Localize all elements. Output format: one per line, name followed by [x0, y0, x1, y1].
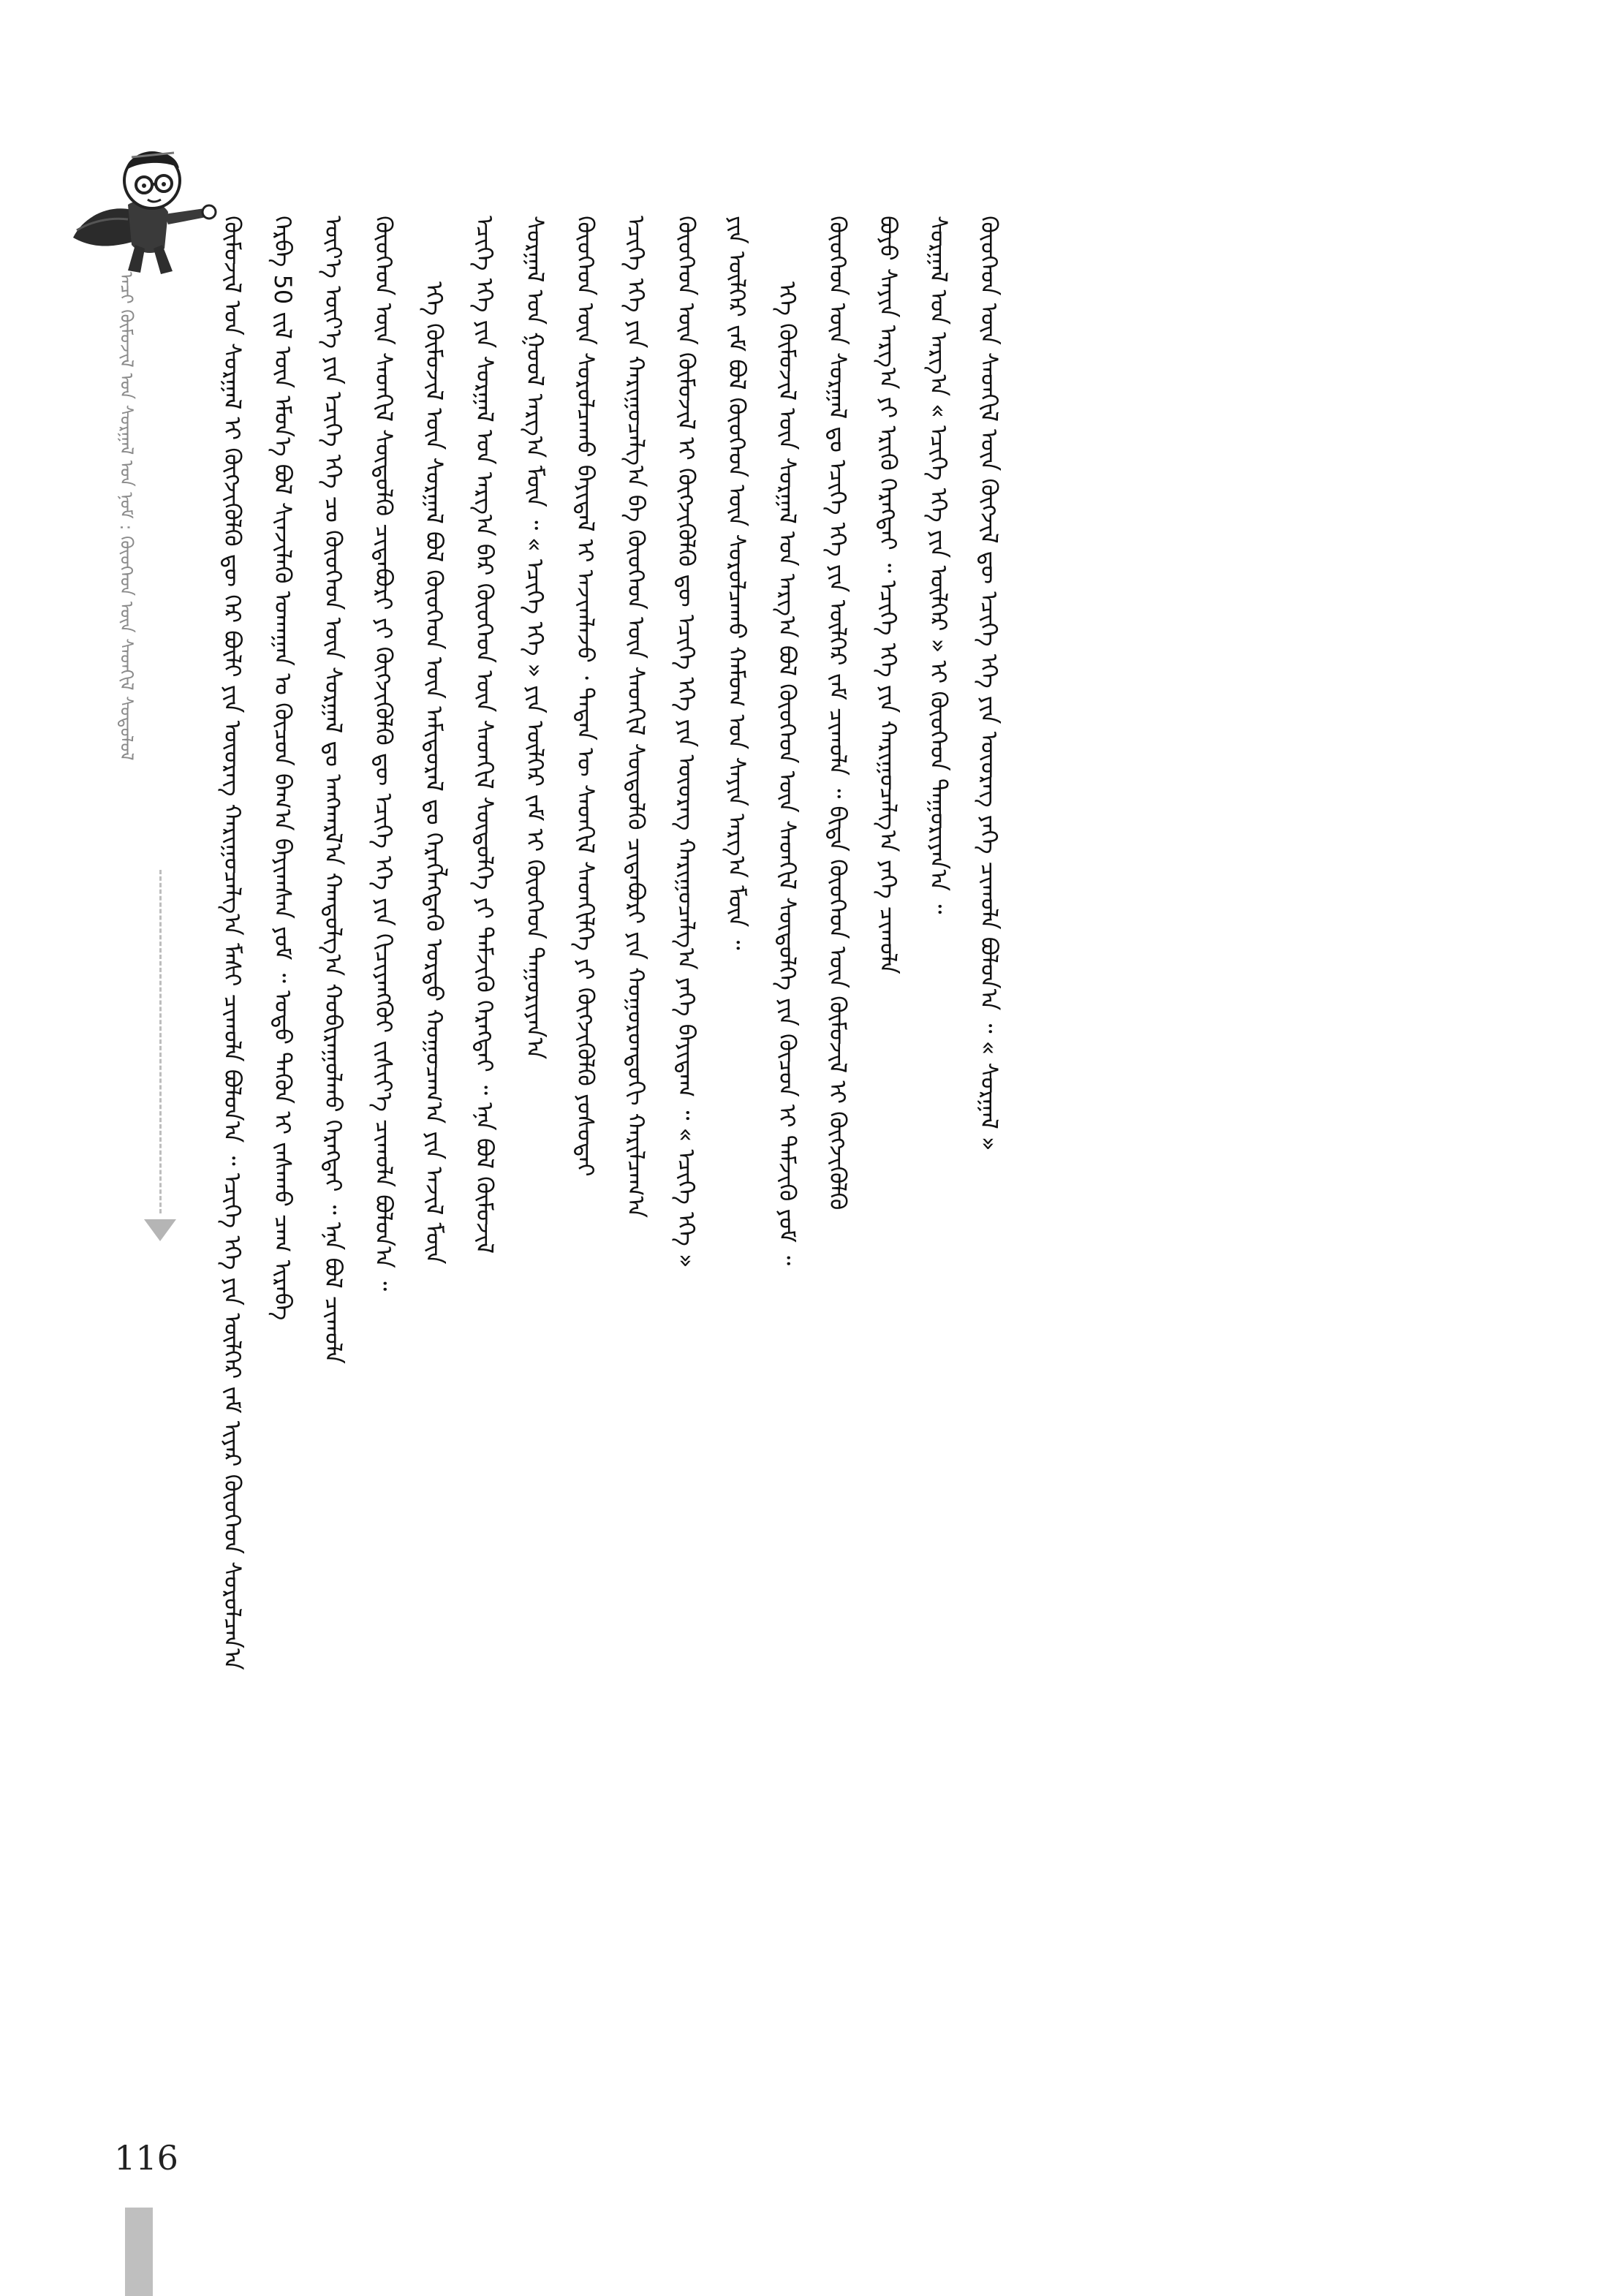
triangle-marker-icon	[144, 1219, 176, 1241]
text-column: ᠰᠤᠷᠭᠠᠯ ᠤᠨ ᠠᠷᠭ᠎ᠠ « ᠡᠴᠢᠭᠡ ᠡᠬᠡ ᠶᠢᠨ ᠦᠯᠭᠡᠷ » ᠢ ᠬᠦᠦᠬᠡᠳ ᠳᠠᠭᠤᠷᠢᠶᠠᠨ᠎ᠠ ᠃	[925, 216, 953, 914]
text-column: ᠬᠦᠦᠬᠡᠳ ᠦᠨ ᠰᠤᠷᠭᠠᠯ ᠳᠤ ᠡᠴᠢᠭᠡ ᠡᠬᠡ ᠶᠢᠨ ᠦᠯᠭᠡᠷ ᠵᠠᠮ ᠴᠢᠬᠤᠯᠠ ᠃ ᠪᠢᠳᠡ ᠬᠦᠦᠬᠡᠳ ᠦᠨ ᠬᠦᠮᠦᠵᠢᠯ ᠢ ᠬᠦᠭᠵᠢᠭᠦᠯᠬᠦ	[824, 216, 852, 1210]
text-column: ᠡᠬᠡ ᠬᠦᠮᠦᠵᠢᠯ ᠦᠨ ᠰᠤᠷᠭᠠᠯ ᠤᠨ ᠠᠷᠭ᠎ᠠ ᠪᠣᠯ ᠬᠦᠦᠬᠡᠳ ᠦᠨ ᠰᠡᠳᠬᠢᠯ ᠰᠦᠳᠦᠯᠭᠡ ᠶᠢᠨ ᠬᠦᠴᠦᠨ ᠢ ᠳᠡᠮᠵᠢᠬᠦ ᠶᠤᠮ ᠃	[773, 281, 801, 1266]
text-column: ᠬᠦᠦᠬᠡᠳ ᠦᠨ ᠰᠤᠷᠤᠯᠴᠠᠬᠤ ᠪᠠᠶᠢᠳᠠᠯ ᠢ ᠠᠵᠢᠭᠯᠠᠵᠤ ᠂ ᠲᠡᠳᠡᠨ ᠦ ᠰᠡᠳᠬᠢᠯ ᠰᠡᠳᠬᠢᠯᠭᠡ ᠶᠢ ᠬᠦᠭᠵᠢᠭᠦᠯᠬᠦ ᠶᠤᠰᠤᠲᠠᠢ	[572, 216, 599, 1177]
text-column: ᠬᠦᠦᠬᠡᠳ ᠦᠨ ᠬᠦᠮᠦᠵᠢᠯ ᠢ ᠬᠦᠭᠵᠢᠭᠦᠯᠬᠦ ᠳᠦ ᠡᠴᠢᠭᠡ ᠡᠬᠡ ᠶᠢᠨ ᠦᠦᠷᠡᠭ ᠬᠠᠷᠢᠭᠤᠴᠠᠯᠭ᠎ᠠ ᠶᠡᠬᠡ ᠪᠠᠶᠢᠳᠠᠭ ᠃ « ᠡᠴᠢᠭᠡ ᠡᠬᠡ »	[673, 216, 700, 1268]
text-column: ᠰᠤᠷᠭᠠᠯ ᠤᠨ ᠭᠣᠣᠯ ᠠᠷᠭ᠎ᠠ ᠮᠥᠨ ᠃ « ᠡᠴᠢᠭᠡ ᠡᠬᠡ » ᠶᠢᠨ ᠦᠯᠭᠡᠷ ᠵᠠᠮ ᠢ ᠬᠦᠦᠬᠡᠳ ᠳᠠᠭᠤᠷᠢᠶᠠᠨ᠎ᠠ	[521, 216, 549, 1060]
thumb-index-tab	[125, 2208, 153, 2296]
text-column: ᠬᠦᠦᠬᠡᠳ ᠦᠨ ᠰᠡᠳᠬᠢᠯ ᠰᠦᠳᠦᠯᠬᠦ ᠴᠢᠳᠠᠪᠤᠷᠢ ᠶᠢ ᠬᠦᠭᠵᠢᠭᠦᠯᠬᠦ ᠳᠦ ᠡᠴᠢᠭᠡ ᠡᠬᠡ ᠶᠢᠨ ᠬᠢᠴᠢᠶᠡᠩᠭᠦᠢ ᠵᠢᠱᠢᠶ᠎ᠡ ᠴᠢᠬᠤᠯᠠ ᠪᠣᠯᠤᠨ᠎ᠠ ᠃	[370, 216, 398, 1292]
header-divider	[159, 870, 162, 1213]
text-column: ᠬᠦᠦᠬᠡᠳ ᠦᠨ ᠰᠡᠳᠬᠢᠯ ᠦᠨ ᠬᠦᠭᠵᠢᠯ ᠳᠦ ᠡᠴᠢᠭᠡ ᠡᠬᠡ ᠶᠢᠨ ᠦᠦᠷᠡᠭ ᠶᠡᠬᠡ ᠴᠢᠬᠤᠯᠠ ᠪᠣᠯᠤᠨ᠎ᠠ ᠃ « ᠰᠤᠷᠭᠠᠯ »	[975, 216, 1003, 1151]
text-column: ᠬᠦᠮᠦᠵᠢᠯ ᠤᠨ ᠰᠤᠷᠭᠠᠯ ᠢ ᠬᠦᠭᠵᠢᠭᠦᠯᠬᠦ ᠳᠦ ᠭᠡᠷ ᠪᠦᠯᠢ ᠶᠢᠨ ᠦᠦᠷᠡᠭ ᠬᠠᠷᠢᠭᠤᠴᠠᠯᠭ᠎ᠠ ᠮᠠᠰᠢ ᠴᠢᠬᠤᠯᠠ ᠪᠣᠯᠤᠨ᠎ᠠ ᠃ ᠡᠴᠢᠭᠡ ᠡᠬᠡ ᠶᠢᠨ ᠦᠯᠭᠡᠷ ᠵᠠᠮ ᠢᠶᠠᠷ ᠬᠦᠦᠬᠡᠳ ᠰᠤᠷᠤᠯᠴᠠᠨ᠎ᠠ	[219, 216, 246, 1670]
text-column: ᠪᠤᠶᠤ ᠰᠠᠶᠢᠨ ᠠᠷᠭ᠎ᠠ ᠶᠢ ᠡᠷᠢᠬᠦ ᠬᠡᠷᠡᠭᠲᠡᠢ ᠃ ᠡᠴᠢᠭᠡ ᠡᠬᠡ ᠶᠢᠨ ᠬᠠᠷᠢᠭᠤᠴᠠᠯᠭ᠎ᠠ ᠶᠡᠬᠡ ᠴᠢᠬᠤᠯᠠ	[874, 216, 902, 974]
text-column: ᠡᠴᠢᠭᠡ ᠡᠬᠡ ᠶᠢᠨ ᠬᠠᠷᠢᠭᠤᠴᠠᠯᠭ᠎ᠠ ᠪᠠ ᠬᠦᠦᠬᠡᠳ ᠦᠨ ᠰᠡᠳᠬᠢᠯ ᠰᠦᠳᠦᠯᠬᠦ ᠴᠢᠳᠠᠪᠤᠷᠢ ᠶᠢᠨ ᠬᠣᠭᠣᠷᠣᠨᠳᠣᠬᠢ ᠬᠠᠷᠢᠯᠴᠠᠭ᠎ᠠ	[622, 216, 650, 1219]
body-text	[216, 216, 1437, 2175]
text-column: ᠶᠢᠨ ᠦᠯᠭᠡᠷ ᠵᠠᠮ ᠪᠣᠯ ᠬᠦᠦᠬᠡᠳ ᠦᠨ ᠰᠤᠷᠤᠯᠴᠠᠬᠤ ᠬᠠᠮᠤᠭ ᠤᠨ ᠰᠠᠶᠢᠨ ᠠᠷᠭ᠎ᠠ ᠮᠥᠨ ᠃	[723, 216, 751, 950]
text-column: ᠦᠶ᠎ᠡ ᠦᠶ᠎ᠡ ᠶᠢᠨ ᠡᠴᠢᠭᠡ ᠡᠬᠡ ᠴᠤ ᠬᠦᠦᠬᠡᠳ ᠦᠨ ᠰᠤᠷᠭᠠᠯ ᠳᠤ ᠠᠩᠬᠠᠷᠯ᠎ᠠ ᠬᠠᠨᠳᠤᠯᠭ᠎ᠠ ᠬᠤᠪᠢᠷᠠᠭᠤᠯᠬᠤ ᠬᠡᠷᠡᠭᠲᠡᠢ ᠃ ᠡᠨᠡ ᠪᠣᠯ ᠴᠢᠬᠤᠯᠠ	[319, 216, 347, 1364]
running-header: ᠠᠴᠢ ᠬᠦᠮᠦᠵᠢᠯ ᠤᠨ ᠰᠤᠷᠭᠠᠯ ᠤᠨ ᠨᠣᠮ : ᠬᠦᠦᠬᠡᠳ ᠦᠨ ᠰᠡᠳᠬᠢᠯ ᠰᠤᠳᠤᠯᠤᠯ	[116, 272, 137, 761]
text-column: ᠡᠬᠡ ᠬᠦᠮᠦᠵᠢᠯ ᠦᠨ ᠰᠤᠷᠭᠠᠯ ᠪᠣᠯ ᠬᠦᠦᠬᠡᠳ ᠦᠨ ᠠᠮᠢᠳᠤᠷᠠᠯ ᠳᠤ ᠬᠡᠷᠡᠭᠯᠡᠭᠳᠡᠬᠦ ᠤᠷᠲᠤ ᠬᠤᠭᠤᠴᠠᠭ᠎ᠠ ᠶᠢᠨ ᠠᠵᠢᠯ ᠮᠥᠨ	[420, 281, 448, 1265]
text-column: ᠬᠡᠷᠪᠡ 50 ᠵᠢᠯ ᠦᠨ ᠡᠮᠦᠨ᠎ᠡ ᠪᠣᠯ ᠰᠢᠨᠵᠢᠯᠡᠬᠦ ᠤᠬᠠᠭᠠᠨ ᠤ ᠬᠦᠴᠦᠨ ᠪᠠᠭ᠎ᠠ ᠪᠠᠶᠢᠭᠰᠠᠨ ᠶᠤᠮ ᠃ ᠣᠳᠣ ᠲᠡᠭᠦᠨ ᠢ ᠵᠠᠰᠠᠬᠤ ᠴᠠᠭ ᠢᠷᠡᠪᠡ	[269, 216, 297, 1321]
page-number: 116	[114, 2138, 178, 2178]
text-column: ᠡᠴᠢᠭᠡ ᠡᠬᠡ ᠶᠢᠨ ᠰᠤᠷᠭᠠᠯ ᠤᠨ ᠠᠷᠭ᠎ᠠ ᠪᠠᠷ ᠬᠦᠦᠬᠡᠳ ᠦᠨ ᠰᠡᠳᠬᠢᠯ ᠰᠦᠳᠦᠯᠭᠡ ᠶᠢ ᠳᠡᠮᠵᠢᠬᠦ ᠬᠡᠷᠡᠭᠲᠡᠢ ᠃ ᠡᠨᠡ ᠪᠣᠯ ᠬᠦᠮᠦᠵᠢᠯ	[471, 216, 499, 1254]
cartoon-boy-mascot-icon	[58, 128, 227, 281]
